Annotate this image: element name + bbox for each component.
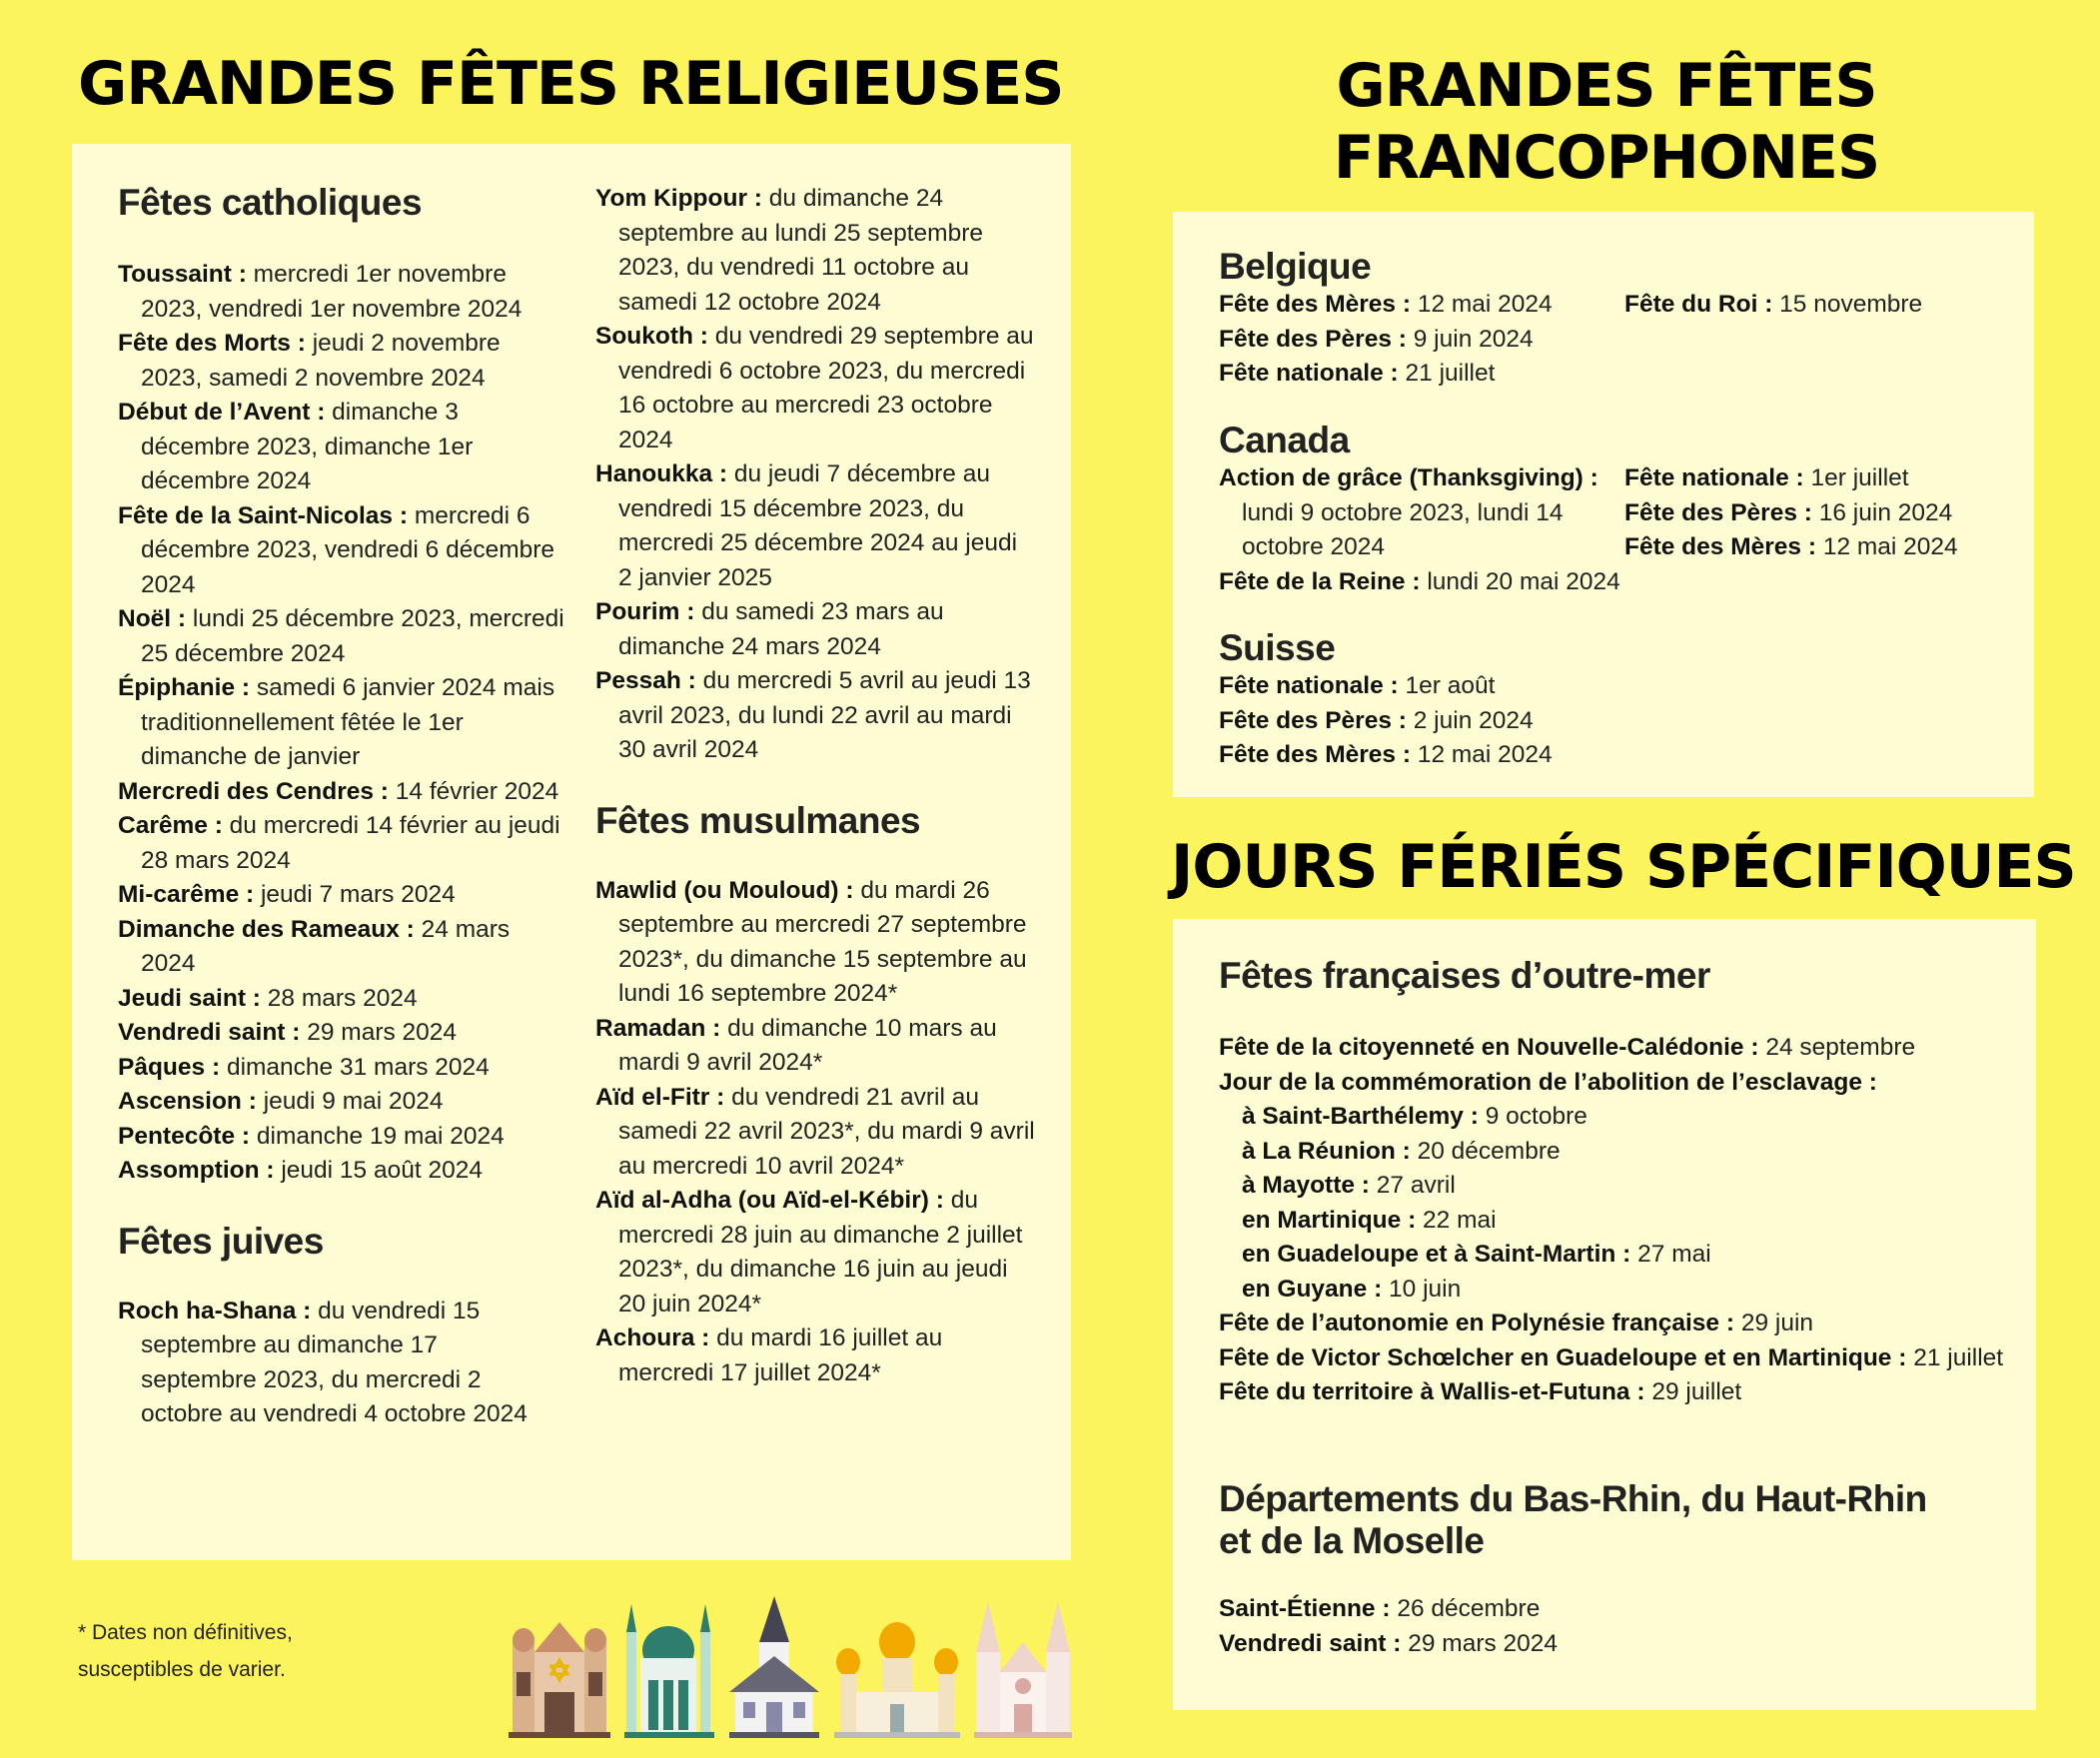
- entry-name: Soukoth :: [595, 323, 708, 350]
- list-item: [1219, 738, 1624, 773]
- entry-name: Toussaint :: [118, 261, 247, 288]
- list-item: [1624, 496, 2004, 531]
- list-item: [595, 1012, 1035, 1081]
- entry-text: du samedi 23 mars au dimanche 24 mars 2024: [618, 598, 944, 660]
- entry-name: Fête nationale :: [1219, 672, 1399, 699]
- entry-text: 16 juin 2024: [1818, 498, 1953, 526]
- entry-name: Saint-Étienne :: [1219, 1595, 1391, 1622]
- entry-text: 21 juillet: [1405, 360, 1496, 387]
- entry-name: Mi-carême :: [118, 881, 255, 908]
- list-catholiques: [118, 258, 567, 1189]
- list-item: [118, 1016, 567, 1051]
- list-item: [118, 775, 567, 810]
- entry-text: jeudi 7 mars 2024: [260, 881, 456, 908]
- heading-catholiques: Fêtes catholiques: [118, 182, 423, 223]
- entry-name: Fête des Mères :: [1219, 741, 1411, 768]
- entry-name: Fête nationale :: [1219, 360, 1399, 387]
- entry-text: dimanche 19 mai 2024: [256, 1122, 505, 1150]
- entry-text: du mercredi 14 février au jeudi 28 mars 2024: [141, 812, 560, 874]
- list-item: [1219, 288, 1624, 323]
- panel-feries: [1173, 919, 2036, 1710]
- entry-name: Yom Kippour :: [595, 185, 762, 212]
- entry-text: mercredi 6 décembre 2023, vendredi 6 décembre 2024: [141, 501, 555, 598]
- entry-text: 20 décembre: [1417, 1137, 1561, 1165]
- entry-name: Vendredi saint :: [118, 1019, 301, 1046]
- entry-name: Vendredi saint :: [1219, 1629, 1402, 1657]
- entry-text: dimanche 31 mars 2024: [226, 1053, 490, 1081]
- entry-text: 1er juillet: [1810, 464, 1909, 491]
- list-outremer: [1219, 1031, 2018, 1410]
- list-item: [595, 1184, 1035, 1321]
- list-item: [1219, 1592, 2018, 1627]
- list-item: [595, 320, 1035, 457]
- footnote-line-1: * Dates non définitives,: [78, 1621, 293, 1644]
- list-item: [1624, 288, 2004, 323]
- entry-text: 29 mars 2024: [307, 1019, 458, 1046]
- entry-text: du vendredi 15 septembre au dimanche 17 septembre 2023, du mercredi 2 octobre au vendredi 4 octobre 2024: [141, 1297, 527, 1427]
- entry-text: 22 mai: [1423, 1206, 1497, 1234]
- list-item: [118, 878, 567, 913]
- list-item: [595, 664, 1035, 768]
- entry-text: dimanche 3 décembre 2023, dimanche 1er décembre 2024: [141, 399, 474, 494]
- list-item: [118, 1085, 567, 1120]
- entry-text: du vendredi 21 avril au samedi 22 avril 2023*, du mardi 9 avril au mercredi 10 avril 2024*: [618, 1083, 1035, 1180]
- entry-name: en Guyane :: [1242, 1275, 1383, 1303]
- list-item: [118, 327, 567, 396]
- entry-text: 15 novembre: [1779, 291, 1923, 318]
- entry-text: 12 mai 2024: [1417, 741, 1553, 768]
- entry-text: 10 juin: [1389, 1275, 1462, 1303]
- list-item: [118, 982, 567, 1017]
- heading-juives: Fêtes juives: [118, 1220, 324, 1262]
- entry-text: 21 juillet: [1913, 1343, 2004, 1371]
- list-juives-left: [118, 1295, 557, 1432]
- list-item: [595, 874, 1035, 1012]
- title-religieuses: GRANDES FÊTES RELIGIEUSES: [78, 49, 1064, 119]
- list-item: [118, 1051, 567, 1086]
- list-musulmanes: [595, 874, 1035, 1391]
- panel-religieuses: [72, 144, 1071, 1560]
- entry-name: Jeudi saint :: [118, 984, 261, 1012]
- list-item: [1219, 1031, 2018, 1066]
- entry-name: Fête des Mères :: [1624, 533, 1816, 560]
- entry-name: Pessah :: [595, 667, 696, 694]
- list-item: [1219, 1100, 2018, 1135]
- entry-text: 14 février 2024: [395, 777, 559, 805]
- section-suisse: [1219, 627, 2018, 773]
- entry-name: Fête du Roi :: [1624, 291, 1773, 318]
- entry-text: lundi 9 octobre 2023, lundi 14 octobre 2024: [1242, 498, 1564, 560]
- entry-name: Pentecôte :: [118, 1122, 251, 1150]
- entry-name: Carême :: [118, 812, 223, 839]
- orthodox-church-icon: [834, 1622, 960, 1738]
- entry-name: Jour de la commémoration de l’abolition de l’esclavage :: [1219, 1068, 1877, 1096]
- list-item: [118, 396, 567, 499]
- entry-text: du dimanche 24 septembre au lundi 25 septembre 2023, du vendredi 11 octobre au samedi 12 octobre 2024: [618, 185, 983, 316]
- entry-text: samedi 6 janvier 2024 mais traditionnellement fêtée le 1er dimanche de janvier: [141, 674, 555, 770]
- entry-text: 29 juillet: [1651, 1378, 1742, 1405]
- list-item: [1219, 1135, 2018, 1170]
- list-item: [595, 182, 1035, 320]
- heading-alsace-line-1: Départements du Bas-Rhin, du Haut-Rhin: [1219, 1478, 1927, 1519]
- list-item: [1219, 1627, 2018, 1662]
- entry-name: Fête de la Reine :: [1219, 567, 1421, 595]
- list-item: [1219, 1273, 2018, 1308]
- panel-francophones: [1173, 212, 2034, 797]
- list-item: [1624, 530, 2004, 565]
- column-right: [595, 182, 1035, 1390]
- entry-text: mercredi 1er novembre 2023, vendredi 1er novembre 2024: [141, 261, 523, 323]
- list-item: [1219, 1066, 2018, 1101]
- list-item: [1219, 357, 1624, 392]
- church-icon: [729, 1596, 819, 1738]
- list-item: [118, 1120, 567, 1155]
- title-francophones-line-1: GRANDES FÊTES: [1336, 51, 1877, 121]
- list-item: [118, 913, 567, 982]
- list-belgique-right: [1624, 288, 2004, 392]
- entry-name: en Guadeloupe et à Saint-Martin :: [1242, 1241, 1631, 1268]
- entry-name: en Martinique :: [1242, 1206, 1417, 1234]
- entry-text: 9 octobre: [1485, 1103, 1587, 1130]
- entry-name: Début de l’Avent :: [118, 399, 326, 426]
- entry-text: jeudi 9 mai 2024: [263, 1088, 444, 1115]
- section-alsace: [1219, 1478, 2018, 1661]
- entry-name: Noël :: [118, 605, 187, 632]
- entry-text: du vendredi 29 septembre au vendredi 6 octobre 2023, du mercredi 16 octobre au mercredi 23 octobre 2024: [618, 323, 1034, 453]
- section-belgique: [1219, 246, 2018, 392]
- list-item: [1219, 565, 1624, 600]
- list-item: [1219, 1204, 2018, 1239]
- entry-name: Fête des Morts :: [118, 330, 306, 357]
- synagogue-icon: [509, 1622, 610, 1738]
- list-item: [1219, 1307, 2018, 1341]
- list-juives-right: [595, 182, 1035, 768]
- entry-name: Aïd al-Adha (ou Aïd-el-Kébir) :: [595, 1187, 944, 1214]
- entry-name: Roch ha-Shana :: [118, 1297, 312, 1324]
- entry-text: 1er août: [1405, 672, 1496, 699]
- list-item: [118, 809, 567, 878]
- list-item: [118, 1154, 567, 1189]
- list-item: [1219, 1341, 2018, 1376]
- list-item: [595, 1081, 1035, 1185]
- entry-text: du mercredi 5 avril au jeudi 13 avril 2023, du lundi 22 avril au mardi 30 avril 2024: [618, 667, 1031, 763]
- entry-text: 12 mai 2024: [1417, 291, 1553, 318]
- list-item: [1219, 1169, 2018, 1204]
- entry-text: 24 septembre: [1765, 1034, 1916, 1061]
- entry-name: à Mayotte :: [1242, 1172, 1370, 1199]
- entry-name: Pâques :: [118, 1053, 221, 1081]
- entry-name: Ascension :: [118, 1088, 257, 1115]
- entry-text: lundi 25 décembre 2023, mercredi 25 décembre 2024: [141, 605, 564, 667]
- list-item: [118, 602, 567, 671]
- entry-name: Fête des Mères :: [1219, 291, 1411, 318]
- entry-text: 2 juin 2024: [1413, 706, 1534, 734]
- buildings-illustration: [505, 1592, 1084, 1742]
- entry-text: 28 mars 2024: [267, 984, 418, 1012]
- list-canada-right: [1624, 461, 2004, 599]
- entry-name: à Saint-Barthélemy :: [1242, 1103, 1479, 1130]
- entry-name: Achoura :: [595, 1324, 710, 1351]
- entry-text: 27 avril: [1376, 1172, 1456, 1199]
- entry-text: du mardi 16 juillet au mercredi 17 juillet 2024*: [618, 1324, 943, 1386]
- heading-musulmanes: Fêtes musulmanes: [595, 799, 921, 841]
- list-item: [1219, 323, 1624, 358]
- list-item: [1219, 704, 1624, 739]
- list-suisse: [1219, 669, 1624, 773]
- list-alsace: [1219, 1592, 2018, 1661]
- entry-name: Hanoukka :: [595, 460, 728, 487]
- entry-text: jeudi 2 novembre 2023, samedi 2 novembre 2024: [141, 330, 501, 392]
- entry-text: 12 mai 2024: [1822, 533, 1958, 560]
- list-item: [1219, 1375, 2018, 1410]
- list-canada-left: [1219, 461, 1624, 599]
- entry-name: Fête des Pères :: [1624, 498, 1812, 526]
- heading-belgique: Belgique: [1219, 246, 1372, 287]
- entry-name: Épiphanie :: [118, 674, 251, 701]
- entry-text: du mercredi 28 juin au dimanche 2 juillet 2023*, du dimanche 16 juin au jeudi 20 juin 2024*: [618, 1187, 1023, 1318]
- list-item: [1219, 1238, 2018, 1273]
- entry-text: 24 mars 2024: [141, 915, 511, 977]
- entry-text: 26 décembre: [1397, 1595, 1541, 1622]
- entry-text: jeudi 15 août 2024: [281, 1157, 483, 1184]
- list-item: [118, 671, 567, 775]
- section-canada: [1219, 420, 2018, 599]
- entry-name: Fête des Pères :: [1219, 325, 1407, 353]
- footnote-line-2: susceptibles de varier.: [78, 1658, 286, 1681]
- list-item: [118, 1295, 557, 1432]
- title-francophones: [1171, 50, 2042, 194]
- entry-text: 29 mars 2024: [1408, 1629, 1559, 1657]
- heading-alsace-line-2: et de la Moselle: [1219, 1520, 1485, 1561]
- entry-text: du mardi 26 septembre au mercredi 27 septembre 2023*, du dimanche 15 septembre au lundi 16 septembre 2024*: [618, 876, 1027, 1007]
- entry-name: Pourim :: [595, 598, 695, 625]
- entry-text: lundi 20 mai 2024: [1427, 567, 1620, 595]
- entry-name: Dimanche des Rameaux :: [118, 915, 415, 943]
- entry-text: du dimanche 10 mars au mardi 9 avril 2024*: [618, 1014, 997, 1076]
- entry-text: 29 juin: [1740, 1310, 1814, 1336]
- list-item: [1624, 461, 2004, 496]
- entry-name: Fête de la citoyenneté en Nouvelle-Calédonie :: [1219, 1034, 1759, 1061]
- entry-name: Fête des Pères :: [1219, 706, 1407, 734]
- list-item: [1219, 669, 1624, 704]
- entry-name: Fête du territoire à Wallis-et-Futuna :: [1219, 1378, 1645, 1405]
- title-francophones-line-2: FRANCOPHONES: [1333, 123, 1880, 193]
- list-item: [595, 595, 1035, 664]
- title-feries: JOURS FÉRIÉS SPÉCIFIQUES: [1171, 832, 2076, 902]
- entry-name: Mawlid (ou Mouloud) :: [595, 876, 854, 904]
- list-item: [595, 457, 1035, 595]
- cathedral-icon: [974, 1602, 1072, 1738]
- entry-text: 27 mai: [1637, 1241, 1711, 1268]
- footnote: [78, 1614, 293, 1688]
- entry-name: Fête de la Saint-Nicolas :: [118, 501, 408, 529]
- heading-canada: Canada: [1219, 420, 1350, 460]
- heading-outremer: Fêtes françaises d’outre-mer: [1219, 955, 1710, 996]
- list-item: [118, 258, 567, 327]
- list-item: [595, 1321, 1035, 1390]
- entry-name: Fête de Victor Schœlcher en Guadeloupe et en Martinique :: [1219, 1343, 1907, 1371]
- entry-name: à La Réunion :: [1242, 1137, 1411, 1165]
- list-item: [118, 499, 567, 603]
- entry-name: Aïd el-Fitr :: [595, 1083, 725, 1111]
- entry-name: Fête de l’autonomie en Polynésie française :: [1219, 1310, 1735, 1336]
- entry-name: Assomption :: [118, 1157, 275, 1184]
- heading-suisse: Suisse: [1219, 627, 1336, 668]
- section-outremer: [1219, 955, 2018, 1410]
- entry-name: Fête nationale :: [1624, 464, 1804, 491]
- list-item: [1219, 461, 1624, 565]
- entry-name: Action de grâce (Thanksgiving) :: [1219, 464, 1598, 491]
- entry-name: Mercredi des Cendres :: [118, 777, 389, 805]
- entry-name: Ramadan :: [595, 1014, 721, 1042]
- entry-text: du jeudi 7 décembre au vendredi 15 décembre 2023, du mercredi 25 décembre 2024 au jeudi 2 janvier 2025: [618, 460, 1018, 591]
- column-left: [118, 182, 567, 1432]
- list-belgique-left: [1219, 288, 1624, 392]
- mosque-icon: [624, 1604, 714, 1738]
- entry-text: 9 juin 2024: [1413, 325, 1534, 353]
